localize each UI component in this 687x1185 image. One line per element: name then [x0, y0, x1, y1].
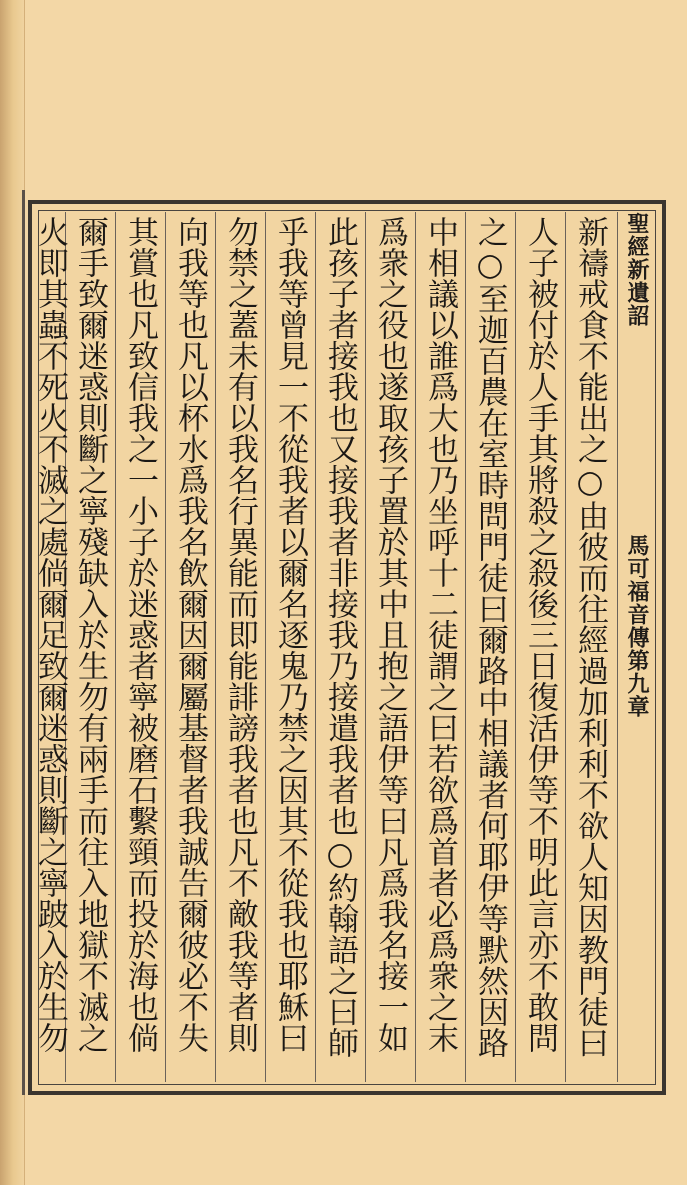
- column-rule: [215, 212, 216, 1082]
- text-column-10: 其賞也凡致信我之一小子於迷惑者寧被磨石繫頸而投於海也倘: [122, 216, 158, 1053]
- text-column-7: 乎我等曾見一不從我者以爾名逐鬼乃禁之因其不從我也耶穌曰: [272, 216, 308, 1053]
- column-rule: [515, 212, 516, 1082]
- text-column-4: 中相議以誰爲大也乃坐呼十二徒謂之曰若欲爲首者必爲衆之末: [422, 216, 458, 1053]
- column-rule: [465, 212, 466, 1082]
- column-rule: [165, 212, 166, 1082]
- text-frame: [28, 200, 666, 1095]
- text-column-5: 爲衆之役也遂取孩子置於其中且抱之語伊等曰凡爲我名接一如: [372, 216, 408, 1053]
- text-column-6: 此孩子者接我也又接我者非接我乃接遣我者也○約翰語之曰師: [322, 216, 358, 1058]
- text-column-8: 勿禁之蓋未有以我名行異能而即能誹謗我者也凡不敵我等者則: [222, 216, 258, 1053]
- text-column-1: 新禱戒食不能出之○由彼而往經過加利利不欲人知因教門徒曰: [572, 216, 608, 1058]
- spine-border: [22, 190, 25, 1095]
- column-rule: [415, 212, 416, 1082]
- text-column-11: 爾手致爾迷惑則斷之寧殘缺入於生勿有兩手而往入地獄不滅之: [72, 216, 108, 1053]
- column-rule: [365, 212, 366, 1082]
- text-column-3: 之○至迦百農在室時問門徒曰爾路中相議者何耶伊等默然因路: [472, 216, 508, 1058]
- text-column-2: 人子被付於人手其將殺之殺後三日復活伊等不明此言亦不敢問: [522, 216, 558, 1053]
- column-rule: [315, 212, 316, 1082]
- header-strip: [622, 212, 652, 552]
- column-rule: [565, 212, 566, 1082]
- column-rule: [115, 212, 116, 1082]
- column-rule: [265, 212, 266, 1082]
- chapter-header: 馬可福音傳第九章: [624, 534, 650, 718]
- chapter-strip: [622, 534, 652, 1094]
- column-rule: [617, 212, 618, 1082]
- text-column-12: 火即其蟲不死火不滅之處倘爾足致爾迷惑則斷之寧跛入於生勿: [32, 216, 68, 1053]
- text-column-9: 向我等也凡以杯水爲我名飲爾因爾屬基督者我誠告爾彼必不失: [172, 216, 208, 1053]
- running-title: 聖經新遺詔: [624, 212, 650, 327]
